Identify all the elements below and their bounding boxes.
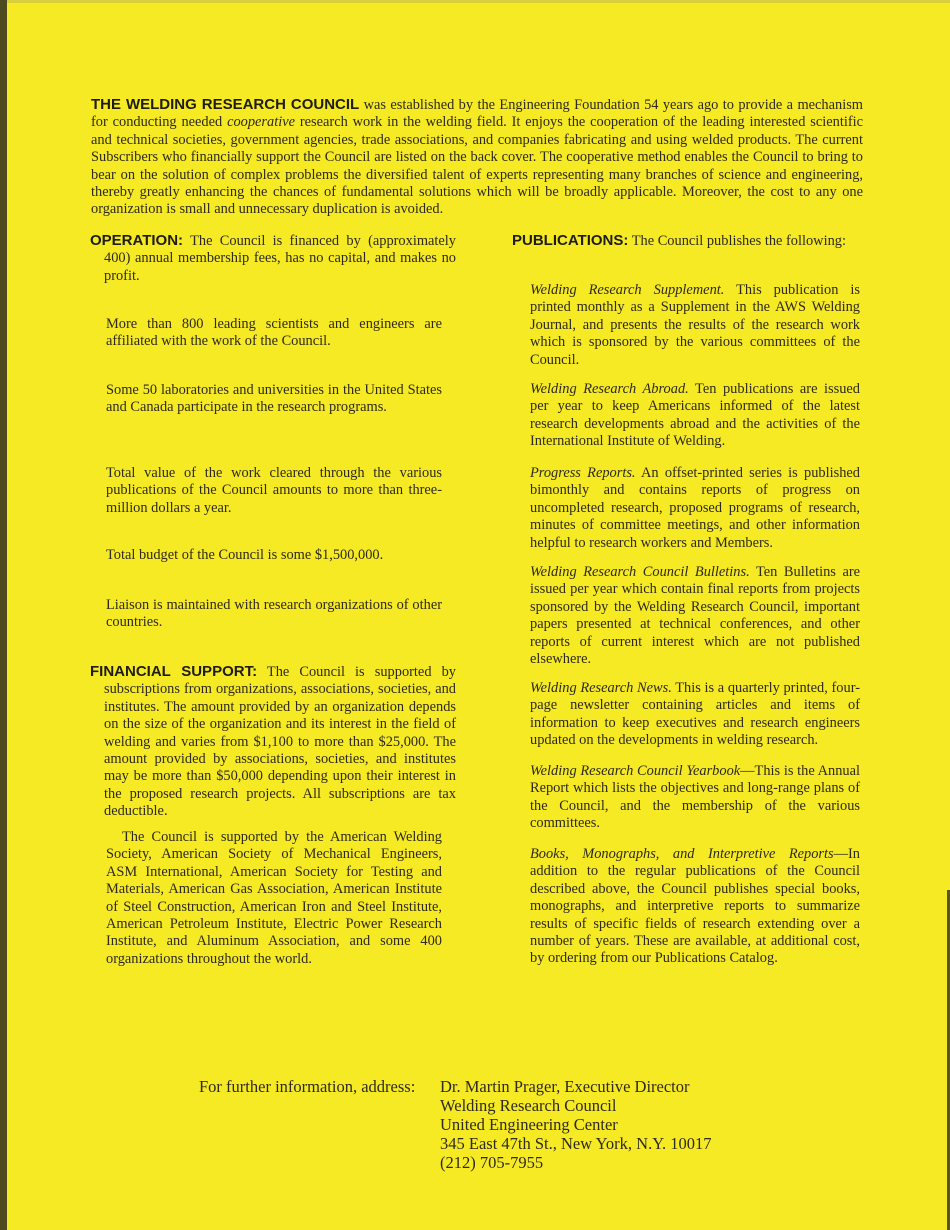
publication-text: Ten Bulletins are issued per year which contain final reports from projects sponsored by the Welding Research Council, important papers presented at technical conferences, and other reports of current interest which are not published elsewhere. (530, 564, 861, 668)
operation-paragraph (90, 232, 456, 285)
publications-paragraph (512, 232, 862, 250)
address-line: United Engineering Center (440, 1115, 618, 1134)
publications-heading: PUBLICATIONS: (512, 232, 629, 249)
publication-title: Progress Reports. (530, 465, 636, 481)
intro-text-b: research work in the welding field. It enjoys the cooperation of the leading interested scientific and technical societies, government agencies, trade associations, and companies fabricating and using welded products. The current Subscribers who financially support the Council are listed on the back cover. The cooperative method enables the Council to bring to bear on the solution of complex problems the diversified talent of experts representing many branches of science and engineering, thereby greatly enhancing the chances of fundamental solutions which will be broadly applicable. Moreover, the cost to any one organization is small and unnecessary duplication is avoided. (91, 114, 863, 218)
supporters-paragraph: The Council is supported by the American Welding Society, American Society of Mechanical Engineers, ASM International, American Society for Testing and Materials, American Gas Association, American Institute of Steel Construction, American Iron and Steel Institute, American Petroleum Institute, Electric Power Research Institute, and Aluminum Association, and some 400 organizations throughout the world. (106, 829, 442, 967)
publication-text: —This is the Annual Report which lists the objectives and long-range plans of the Council, and the membership of the various committees. (530, 763, 860, 832)
operation-point: Total value of the work cleared through the various publications of the Council amounts to more than three-million dollars a year. (106, 465, 442, 516)
operation-point: More than 800 leading scientists and engineers are affiliated with the work of the Council. (106, 316, 442, 350)
intro-italic: cooperative (227, 114, 295, 131)
operation-point: Liaison is maintained with research organizations of other countries. (106, 597, 442, 631)
publication-title: Welding Research Council Yearbook (530, 763, 741, 779)
intro-paragraph (91, 96, 863, 219)
intro-heading: THE WELDING RESEARCH COUNCIL (91, 96, 360, 113)
publication-item (530, 465, 860, 552)
publication-text: Ten publications are issued per year to keep Americans informed of the latest research developments abroad and the activities of the International Institute of Welding. (530, 381, 860, 450)
publication-title: Books, Monographs, and Interpretive Reports (530, 846, 834, 862)
address-line: Dr. Martin Prager, Executive Director (440, 1077, 690, 1096)
publication-item (530, 564, 860, 668)
publication-title: Welding Research News. (530, 680, 672, 696)
publication-item (530, 763, 860, 833)
operation-point: Some 50 laboratories and universities in the United States and Canada participate in the research programs. (106, 382, 442, 416)
operation-point: Total budget of the Council is some $1,500,000. (106, 547, 384, 563)
publication-item (530, 680, 860, 750)
publication-text: —In addition to the regular publications of the Council described above, the Council publishes special books, monographs, and interpretive reports to summarize results of specific fields of research extending over a number of years. These are available, at additional cost, by ordering from our Publications Catalog. (530, 846, 860, 967)
publication-text: This publication is printed monthly as a Supplement in the AWS Welding Journal, and presents the results of the research work which is sponsored by the various committees of the Council. (530, 282, 860, 368)
financial-paragraph (90, 663, 456, 821)
publication-item (530, 381, 860, 451)
publication-item (530, 282, 860, 369)
intro-text-a: was established by the Engineering Foundation 54 years ago to provide a mechanism for conducting needed (91, 97, 863, 131)
publication-title: Welding Research Abroad. (530, 381, 689, 397)
publication-title: Welding Research Council Bulletins. (530, 564, 750, 580)
address-label: For further information, address: (199, 1077, 416, 1096)
address-line: 345 East 47th St., New York, N.Y. 10017 (440, 1134, 712, 1153)
financial-heading: FINANCIAL SUPPORT: (90, 663, 258, 680)
page-edge-left (0, 0, 7, 1230)
financial-text: The Council is supported by subscriptions from organizations, associations, societies, and institutes. The amount provided by an organization depends on the size of the organization and its interest in the field of welding and varies from $1,100 to more than $25,000. The amount provided by associations, societies, and institutes may be more than $50,000 depending upon their interest in the proposed research projects. All subscriptions are tax deductible. (104, 664, 457, 820)
operation-text: The Council is financed by (approximately 400) annual membership fees, has no capital, and makes no profit. (104, 233, 456, 284)
publications-text: The Council publishes the following: (628, 233, 846, 249)
publication-text: This is a quarterly printed, four-page newsletter containing articles and items of information to keep executives and research engineers updated on the developments in welding research. (530, 680, 860, 749)
operation-heading: OPERATION: (90, 232, 184, 249)
publication-title: Welding Research Supplement. (530, 282, 725, 298)
address-line: (212) 705-7955 (440, 1153, 544, 1172)
address-line: Welding Research Council (440, 1096, 617, 1115)
address-block (440, 1077, 712, 1172)
publication-text: An offset-printed series is published bimonthly and contains reports of progress on uncompleted research, proposed programs of research, minutes of committee meetings, and other information helpful to research workers and Members. (530, 465, 860, 551)
publication-item (530, 846, 860, 968)
page-edge-top (0, 0, 950, 3)
